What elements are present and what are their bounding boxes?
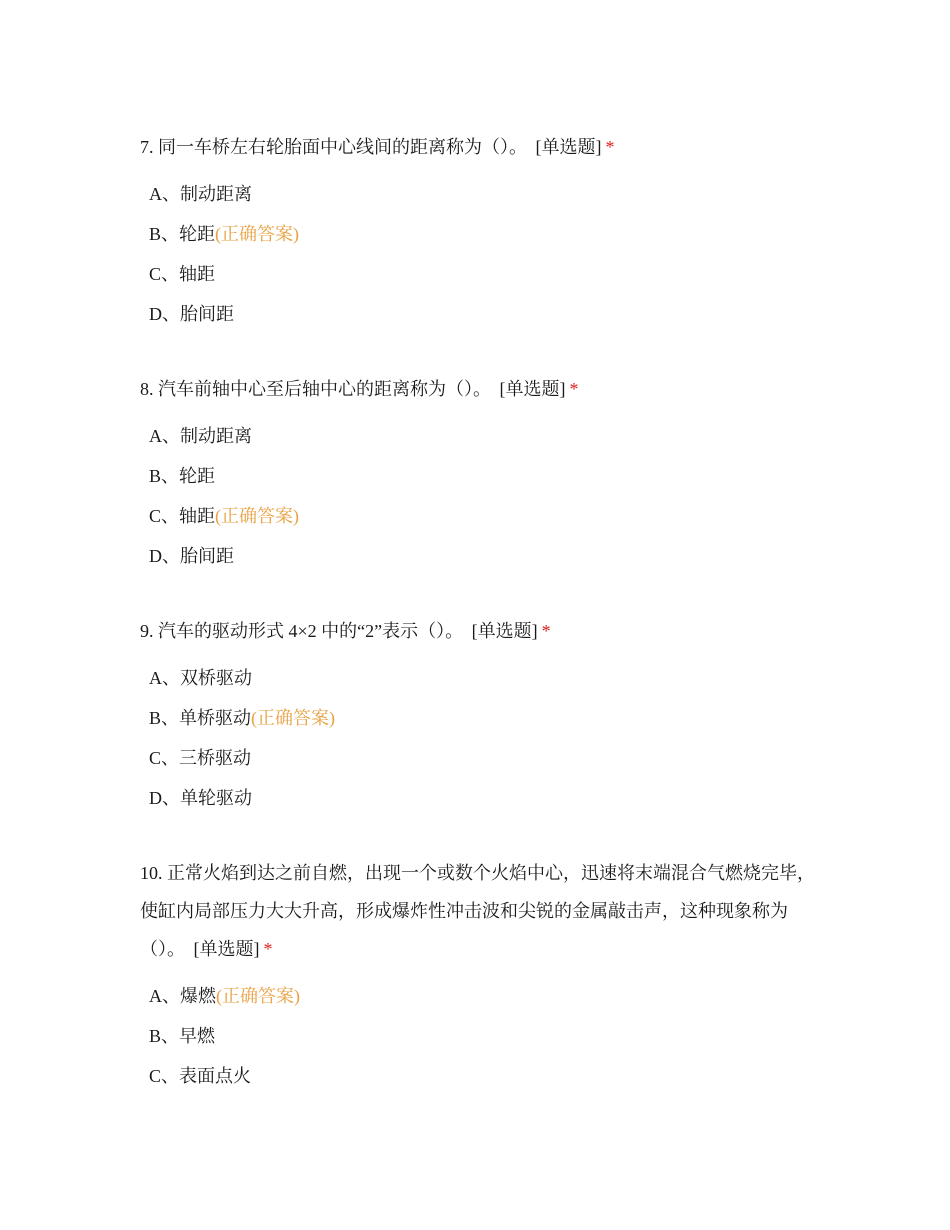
question-title	[140, 612, 820, 650]
question-type: [单选题]	[193, 939, 260, 959]
question-text: 正常火焰到达之前自燃，出现一个或数个火焰中心，迅速将末端混合气燃烧完毕，使缸内局部压力大大升高，形成爆炸性冲击波和尖锐的金属敲击声，这种现象称为（）。	[140, 863, 815, 959]
question-text: 汽车的驱动形式 4×2 中的“2”表示（）。	[158, 621, 464, 641]
correct-answer-tag: (正确答案)	[251, 708, 336, 728]
question-title	[140, 370, 820, 408]
question-number: 10.	[140, 863, 163, 883]
option-list	[140, 416, 820, 576]
question-type: [单选题]	[499, 379, 566, 399]
question-type: [单选题]	[535, 137, 602, 157]
question-text: 同一车桥左右轮胎面中心线间的距离称为（）。	[158, 137, 527, 157]
correct-answer-tag: (正确答案)	[215, 224, 300, 244]
question-text: 汽车前轴中心至后轴中心的距离称为（）。	[158, 379, 491, 399]
question-9	[140, 612, 820, 818]
option-b: B、单桥驱动(正确答案)	[149, 708, 336, 728]
required-mark: *	[263, 939, 273, 959]
option-d: D、单轮驱动	[149, 788, 252, 808]
option-d: D、胎间距	[149, 546, 234, 566]
required-mark: *	[541, 621, 551, 641]
required-mark: *	[605, 137, 615, 157]
option-b: B、早燃	[149, 1026, 216, 1046]
option-c: C、轴距(正确答案)	[149, 506, 300, 526]
option-list	[140, 976, 820, 1096]
question-number: 8.	[140, 379, 154, 399]
option-c: C、表面点火	[149, 1066, 252, 1086]
option-b: B、轮距	[149, 466, 216, 486]
question-title	[140, 128, 820, 166]
correct-answer-tag: (正确答案)	[216, 986, 300, 1006]
option-a: A、双桥驱动	[149, 668, 252, 688]
option-a: A、爆燃(正确答案)	[149, 986, 300, 1006]
question-title	[140, 854, 820, 968]
correct-answer-tag: (正确答案)	[215, 506, 300, 526]
question-8	[140, 370, 820, 576]
option-b: B、轮距(正确答案)	[149, 224, 300, 244]
question-number: 9.	[140, 621, 154, 641]
option-c: C、轴距	[149, 264, 216, 284]
option-list	[140, 174, 820, 334]
question-type: [单选题]	[471, 621, 538, 641]
question-10	[140, 854, 820, 1096]
option-a: A、制动距离	[149, 184, 252, 204]
option-c: C、三桥驱动	[149, 748, 252, 768]
option-a: A、制动距离	[149, 426, 252, 446]
option-d: D、胎间距	[149, 304, 234, 324]
question-7	[140, 128, 820, 334]
option-list	[140, 658, 820, 818]
question-number: 7.	[140, 137, 154, 157]
required-mark: *	[569, 379, 579, 399]
